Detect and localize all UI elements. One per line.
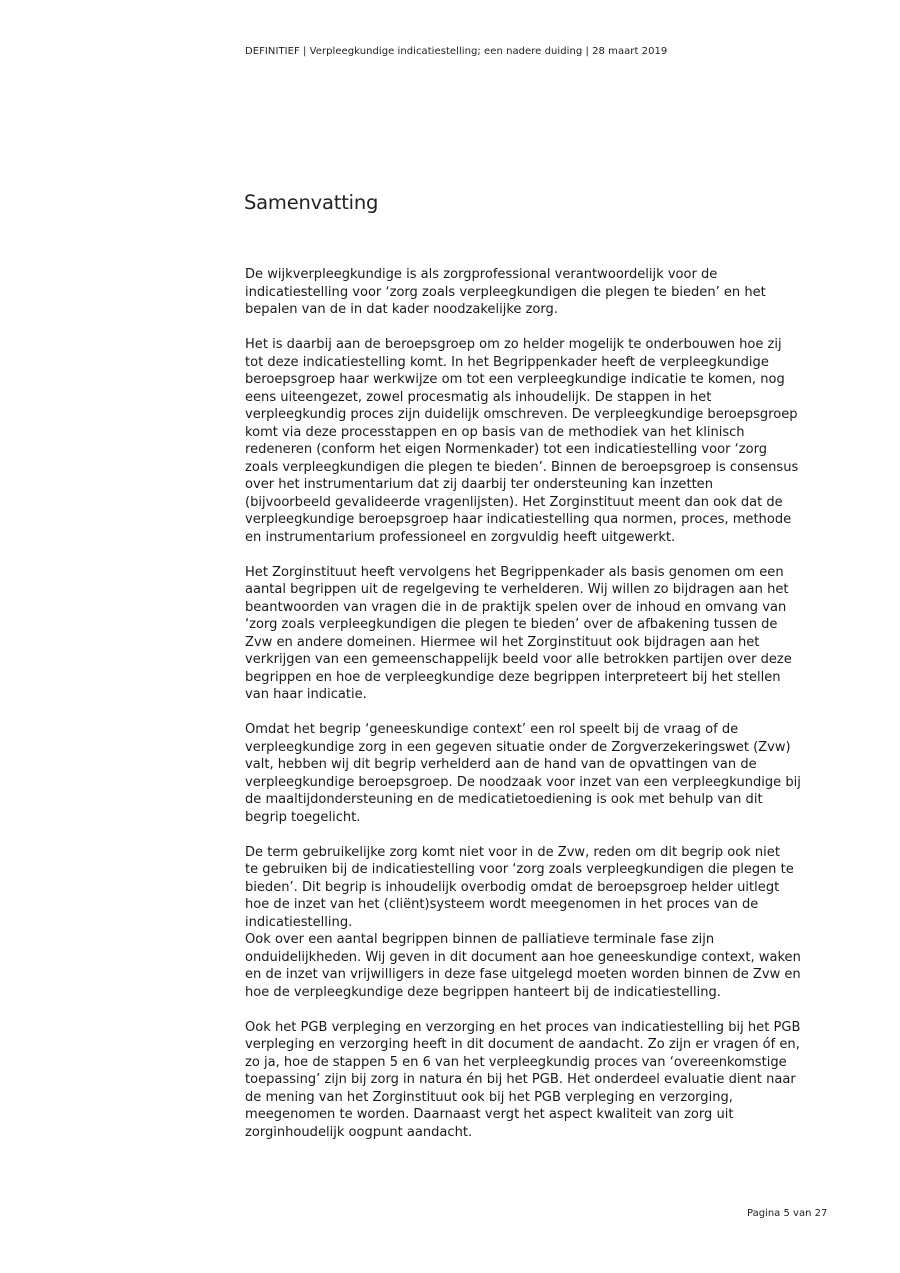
text-line: hoe de verpleegkundige deze begrippen hanteert bij de indicatiestelling. xyxy=(245,984,721,1000)
text-line: indicatiestelling voor ‘zorg zoals verpleegkundigen die plegen te bieden’ en het xyxy=(245,284,766,300)
text-line: De wijkverpleegkundige is als zorgprofessional verantwoordelijk voor de xyxy=(245,267,718,282)
text-line: zo ja, hoe de stappen 5 en 6 van het verpleegkundig proces van ‘overeenkomstige xyxy=(245,1054,787,1070)
text-line: onduidelijkheden. Wij geven in dit document aan hoe geneeskundige context, waken xyxy=(245,949,801,965)
paragraph-pgb xyxy=(245,1019,845,1142)
text-line: hoe de inzet van het (cliënt)systeem wordt meegenomen in het proces van de xyxy=(245,897,759,912)
text-line: Zvw en andere domeinen. Hiermee wil het Zorginstituut ook bijdragen aan het xyxy=(245,634,760,650)
text-line: Het Zorginstituut heeft vervolgens het Begrippenkader als basis genomen om een xyxy=(245,564,784,580)
text-line: verpleegkundige zorg in een gegeven situatie onder de Zorgverzekeringswet (Zvw) xyxy=(245,739,791,755)
section-title: Samenvatting xyxy=(244,191,379,214)
text-line: indicatiestelling. xyxy=(245,914,353,930)
text-line: Omdat het begrip ‘geneeskundige context’ een rol speelt bij de vraag of de xyxy=(245,722,739,737)
text-line: zoals verpleegkundigen die plegen te bieden’. Binnen de beroepsgroep is consensus xyxy=(245,459,799,475)
text-line: eens uiteengezet, zowel procesmatig als inhoudelijk. De stappen in het xyxy=(245,389,712,405)
text-line: en de inzet van vrijwilligers in deze fase uitgelegd moeten worden binnen de Zvw en xyxy=(245,967,801,982)
text-line: toepassing’ zijn bij zorg in natura én bij het PGB. Het onderdeel evaluatie dient naar xyxy=(245,1072,796,1087)
text-line: bieden’. Dit begrip is inhoudelijk overbodig omdat de beroepsgroep helder uitlegt xyxy=(245,879,780,895)
text-line: begrip toegelicht. xyxy=(245,809,361,825)
text-line: Ook over een aantal begrippen binnen de palliatieve terminale fase zijn xyxy=(245,932,715,947)
text-line: tot deze indicatiestelling komt. In het Begrippenkader heeft de verpleegkundige xyxy=(245,354,769,370)
paragraph-gebruikelijke-zorg xyxy=(245,844,845,1002)
text-line: komt via deze processtappen en op basis van de methodiek van het klinisch xyxy=(245,424,745,440)
page-number: Pagina 5 van 27 xyxy=(747,1208,828,1219)
paragraph-beroepsgroep xyxy=(245,336,845,546)
text-line: over het instrumentarium dat zij daarbij ter ondersteuning kan inzetten xyxy=(245,477,713,492)
text-line: verpleging en verzorging heeft in dit document de aandacht. Zo zijn er vragen óf en, xyxy=(245,1037,800,1052)
text-line: De term gebruikelijke zorg komt niet voor in de Zvw, reden om dit begrip ook niet xyxy=(245,844,780,860)
paragraph-begrippenkader xyxy=(245,564,845,704)
text-line: aantal begrippen uit de regelgeving te verhelderen. Wij willen zo bijdragen aan het xyxy=(245,582,789,597)
text-line: verkrijgen van een gemeenschappelijk beeld voor alle betrokken partijen over deze xyxy=(245,652,792,667)
text-line: beroepsgroep haar werkwijze om tot een verpleegkundige indicatie te komen, nog xyxy=(245,372,785,387)
text-line: verpleegkundig proces zijn duidelijk omschreven. De verpleegkundige beroepsgroep xyxy=(245,407,798,422)
document-body xyxy=(245,266,845,1159)
text-line: verpleegkundige beroepsgroep haar indicatiestelling qua normen, proces, methode xyxy=(245,512,792,527)
text-line: begrippen en hoe de verpleegkundige deze begrippen interpreteert bij het stellen xyxy=(245,669,781,685)
text-line: ‘zorg zoals verpleegkundigen die plegen te bieden’ over de afbakening tussen de xyxy=(245,617,778,632)
text-line: Het is daarbij aan de beroepsgroep om zo helder mogelijk te onderbouwen hoe zij xyxy=(245,337,782,352)
paragraph-geneeskundige-context xyxy=(245,721,845,826)
text-line: zorginhoudelijk oogpunt aandacht. xyxy=(245,1124,473,1140)
text-line: Ook het PGB verpleging en verzorging en het proces van indicatiestelling bij het PGB xyxy=(245,1019,801,1035)
text-line: de mening van het Zorginstituut ook bij het PGB verpleging en verzorging, xyxy=(245,1089,733,1105)
text-line: beantwoorden van vragen die in de praktijk spelen over de inhoud en omvang van xyxy=(245,599,787,615)
text-line: redeneren (conform het eigen Normenkader) tot een indicatiestelling voor ‘zorg xyxy=(245,442,768,457)
text-line: bepalen van de in dat kader noodzakelijke zorg. xyxy=(245,302,558,317)
text-line: van haar indicatie. xyxy=(245,687,367,702)
text-line: te gebruiken bij de indicatiestelling voor ‘zorg zoals verpleegkundigen die plegen te xyxy=(245,862,794,877)
text-line: meegenomen te worden. Daarnaast vergt het aspect kwaliteit van zorg uit xyxy=(245,1107,734,1122)
text-line: verpleegkundige beroepsgroep. De noodzaak voor inzet van een verpleegkundige bij xyxy=(245,774,801,790)
text-line: valt, hebben wij dit begrip verhelderd aan de hand van de opvattingen van de xyxy=(245,757,757,772)
running-header: DEFINITIEF | Verpleegkundige indicatiestelling; een nadere duiding | 28 maart 2019 xyxy=(245,46,668,57)
text-line: de maaltijdondersteuning en de medicatietoediening is ook met behulp van dit xyxy=(245,792,763,807)
paragraph-intro xyxy=(245,266,845,319)
text-line: en instrumentarium professioneel en zorgvuldig heeft uitgewerkt. xyxy=(245,529,676,545)
text-line: (bijvoorbeeld gevalideerde vragenlijsten). Het Zorginstituut meent dan ook dat de xyxy=(245,494,783,510)
